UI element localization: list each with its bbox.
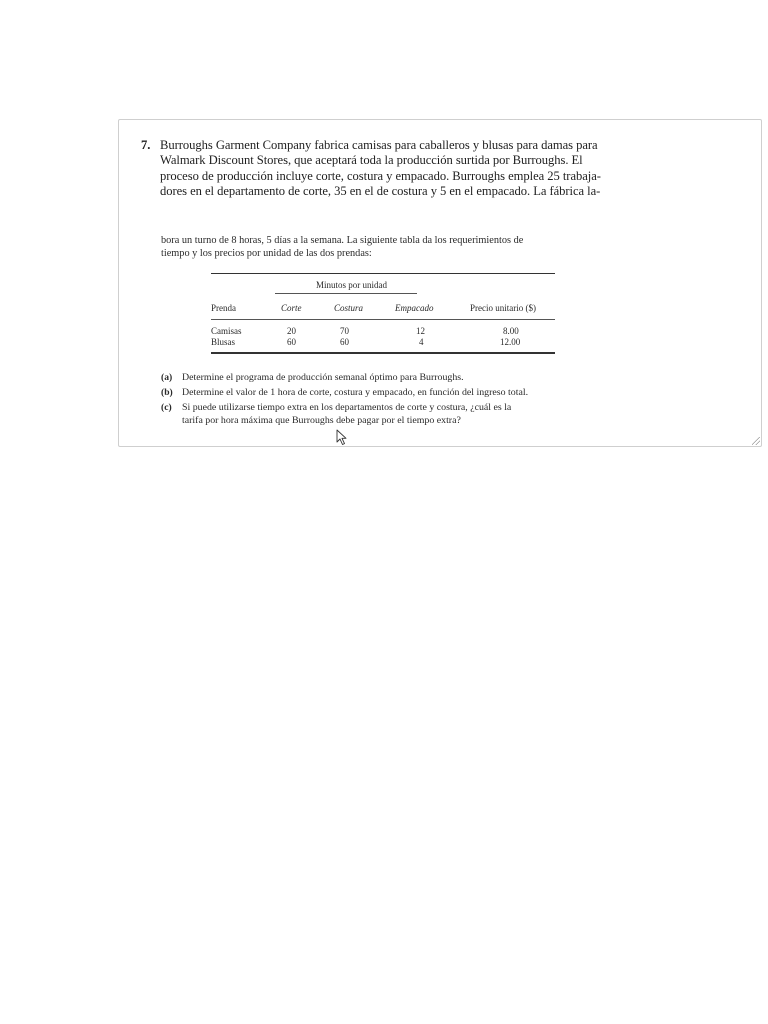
problem-line: dores en el departamento de corte, 35 en el de costura y 5 en el empacado. La fábrica la- [160,183,601,198]
question-tag: (b) [161,387,173,398]
table-top-rule [211,273,555,274]
row-precio: 8.00 [503,326,519,336]
question-text: tarifa por hora máxima que Burroughs debe pagar por el tiempo extra? [182,415,461,426]
row-empacado: 12 [416,326,425,336]
header-prenda: Prenda [211,303,236,313]
row-precio: 12.00 [500,337,521,347]
row-costura: 70 [340,326,349,336]
continuation-line: tiempo y los precios por unidad de las dos prendas: [161,248,372,259]
question-text: Determine el valor de 1 hora de corte, costura y empacado, en función del ingreso total. [182,387,529,398]
header-precio: Precio unitario ($) [470,303,536,313]
question-tag: (a) [161,372,173,383]
row-item: Camisas [211,326,242,336]
row-corte: 60 [287,337,296,347]
question-tag: (c) [161,402,172,413]
group-header-rule [275,293,417,294]
mouse-pointer-icon [336,429,348,446]
group-header: Minutos por unidad [316,280,387,290]
header-corte: Corte [281,303,302,313]
problem-line: Burroughs Garment Company fabrica camisas para caballeros y blusas para damas para [160,138,598,152]
problem-line: Walmark Discount Stores, que aceptará toda la producción surtida por Burroughs. El [160,153,583,168]
problem-line: proceso de producción incluye corte, costura y empacado. Burroughs emplea 25 trabaja- [160,168,601,183]
continuation-line: bora un turno de 8 horas, 5 días a la semana. La siguiente tabla da los requerimientos de [161,235,524,246]
row-empacado: 4 [419,337,424,347]
resize-handle-icon[interactable] [752,437,760,445]
question-text: Si puede utilizarse tiempo extra en los departamentos de corte y costura, ¿cuál es la [182,402,512,413]
row-item: Blusas [211,337,236,347]
problem-number: 7. [141,138,151,152]
table-bottom-rule [211,352,555,354]
header-rule [211,319,555,320]
problem-card [118,119,762,447]
row-costura: 60 [340,337,349,347]
row-corte: 20 [287,326,296,336]
header-empacado: Empacado [395,303,434,313]
header-costura: Costura [334,303,364,313]
question-text: Determine el programa de producción semanal óptimo para Burroughs. [182,372,464,383]
